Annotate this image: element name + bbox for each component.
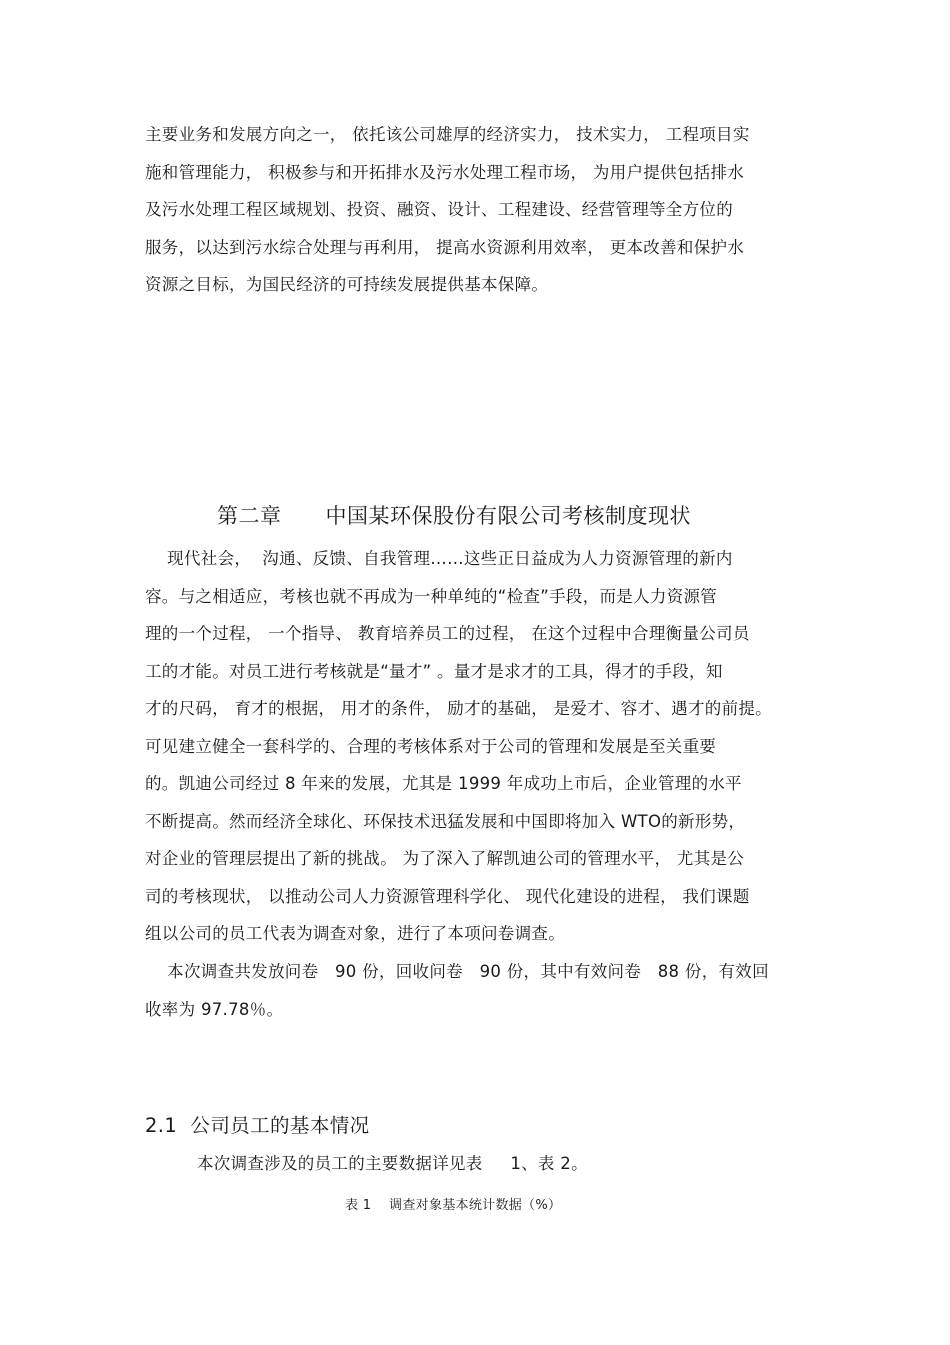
paragraph-assessment-background xyxy=(145,540,807,953)
section-heading xyxy=(145,1110,370,1142)
text-line: 对企业的管理层提出了新的挑战。 为了深入了解凯迪公司的管理水平， 尤其是公 xyxy=(145,849,745,868)
text-line: 收率为 97.78％。 xyxy=(145,999,284,1019)
chapter-heading xyxy=(217,500,691,532)
text-line: 才的尺码， 育才的根据， 用才的条件， 励才的基础， 是爱才、容才、遇才的前提。 xyxy=(145,699,772,718)
text-line: 本次调查共发放问卷 90 份，回收问卷 90 份，其中有效问卷 88 份，有效回 xyxy=(145,962,769,981)
section-title: 公司员工的基本情况 xyxy=(190,1114,370,1137)
text-line: 司的考核现状， 以推动公司人力资源管理科学化、 现代化建设的进程， 我们课题 xyxy=(145,886,750,906)
section-intro: 本次调查涉及的员工的主要数据详见表 1、表 2。 xyxy=(197,1154,588,1173)
table-caption xyxy=(345,1192,561,1220)
text-line: 现代社会， 沟通、反馈、自我管理……这些正日益成为人力资源管理的新内 xyxy=(145,549,733,568)
text-line: 理的一个过程， 一个指导、 教育培养员工的过程， 在这个过程中合理衡量公司员 xyxy=(145,624,750,643)
text-line: 施和管理能力， 积极参与和开拓排水及污水处理工程市场， 为用户提供包括排水 xyxy=(145,162,745,182)
text-line: 容。与之相适应，考核也就不再成为一种单纯的“检查”手段，而是人力资源管 xyxy=(145,586,718,606)
text-line: 资源之目标，为国民经济的可持续发展提供基本保障。 xyxy=(145,275,549,294)
text-line: 服务，以达到污水综合处理与再利用， 提高水资源利用效率， 更本改善和保护水 xyxy=(145,237,745,257)
text-line: 工的才能。对员工进行考核就是“量才” 。量才是求才的工具，得才的手段，知 xyxy=(145,661,723,681)
text-line: 组以公司的员工代表为调查对象，进行了本项问卷调查。 xyxy=(145,924,565,943)
text-line: 不断提高。然而经济全球化、环保技术迅猛发展和中国即将加入 WTO的新形势， xyxy=(145,811,746,831)
section-number: 2.1 xyxy=(145,1114,178,1137)
text-line: 可见建立健全一套科学的、合理的考核体系对于公司的管理和发展是至关重要 xyxy=(145,736,717,756)
text-line: 的。凯迪公司经过 8 年来的发展，尤其是 1999 年成功上市后，企业管理的水平 xyxy=(145,774,742,793)
paragraph-company-business xyxy=(145,116,807,304)
chapter-title: 中国某环保股份有限公司考核制度现状 xyxy=(325,504,691,528)
text-line: 主要业务和发展方向之一， 依托该公司雄厚的经济实力， 技术实力， 工程项目实 xyxy=(145,125,750,144)
paragraph-survey-stats xyxy=(145,953,807,1028)
text-line: 及污水处理工程区域规划、投资、融资、设计、工程建设、经营管理等全方位的 xyxy=(145,200,733,219)
table-caption-title: 调查对象基本统计数据（%） xyxy=(389,1198,562,1213)
chapter-label: 第二章 xyxy=(217,504,282,528)
table-caption-label: 表 1 xyxy=(345,1198,372,1213)
